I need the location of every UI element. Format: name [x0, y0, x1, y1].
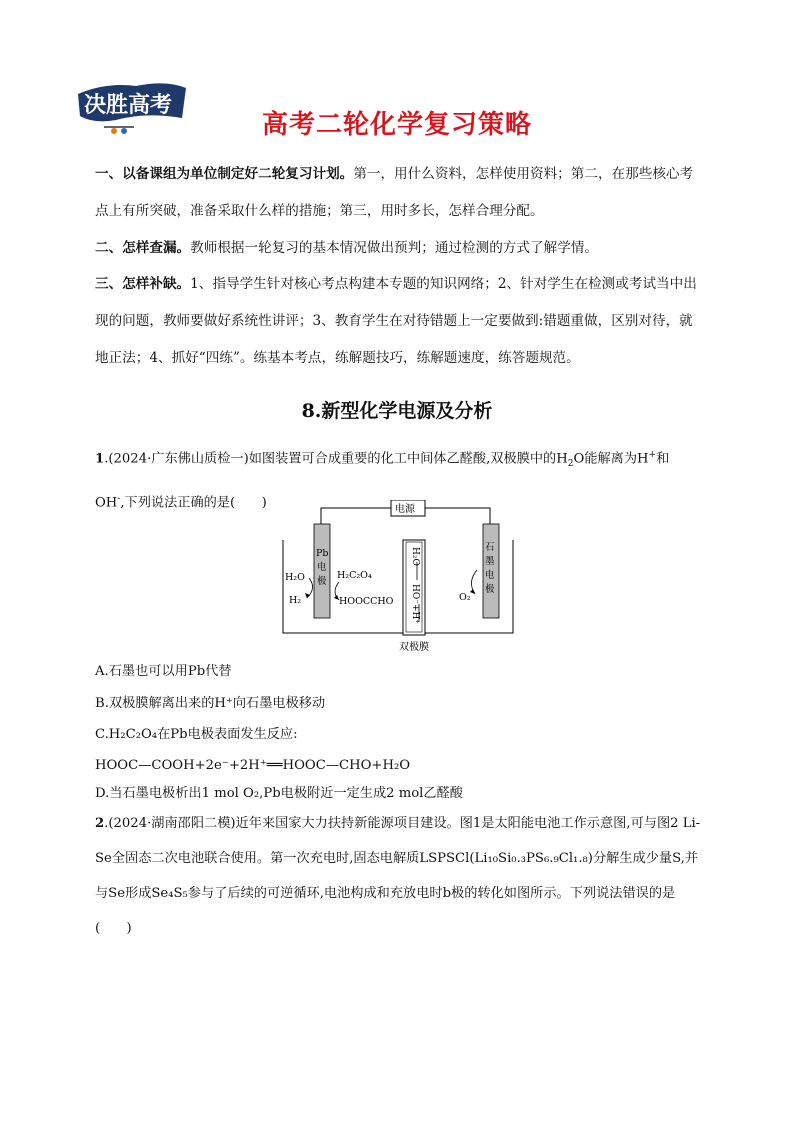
membrane-ions-label: HO⁻+H⁺ [410, 584, 420, 625]
membrane-water-label: H₂O [410, 547, 420, 566]
option-b: B.双极膜解离出来的H⁺向石墨电极移动 [95, 696, 326, 711]
logo-text: 决胜高考 [84, 93, 173, 118]
page-title: 高考二轮化学复习策略 [261, 110, 532, 140]
graphite-electrode-label: 石墨电极 [485, 542, 495, 595]
h2o-label: H₂O [285, 572, 305, 583]
electrolysis-diagram [281, 500, 517, 652]
option-c-line-1: C.H₂C₂O₄在Pb电极表面发生反应: [95, 727, 298, 742]
h2-label: H₂ [289, 595, 302, 606]
section-title: 8.新型化学电源及分析 [301, 400, 493, 422]
option-a: A.石墨也可以用Pb代替 [95, 664, 232, 679]
question-1-stem: 1.(2024·广东佛山质检一)如图装置可合成重要的化工中间体乙醛酸,双极膜中的$H_2O$能解离为H+和 OH-,下列说法正确的是( ) [95, 450, 670, 511]
option-d: D.当石墨电极析出1 mol O₂,Pb电极附近一定生成2 mol乙醛酸 [95, 786, 463, 801]
option-c-line-2: HOOC—COOH+2e⁻+2H⁺══HOOC—CHO+H₂O [95, 758, 411, 773]
o2-label: O₂ [459, 592, 471, 603]
power-source-label: 电源 [395, 504, 415, 515]
membrane-label: 双极膜 [399, 642, 429, 652]
strategy-paragraph-1: 一、以备课组为单位制定好二轮复习计划。第一，用什么资料，怎样使用资料；第二，在那些核心考点上有所突破，准备采取什么样的措施；第三，用时多长，怎样合理分配。 [95, 166, 694, 219]
glyoxylic-acid-label: HOOCCHO [339, 596, 394, 607]
strategy-paragraph-2: 二、怎样查漏。教师根据一轮复习的基本情况做出预判；通过检测的方式了解学情。 [95, 240, 598, 256]
pb-electrode-label: Pb 电极 [316, 548, 329, 587]
h2c2o4-label: H₂C₂O₄ [337, 570, 372, 581]
strategy-paragraph-3: 三、怎样补缺。1、指导学生针对核心考点构建本专题的知识网络；2、针对学生在检测或考试当中出现的问题，教师要做好系统性讲评；3、教育学生在对待错题上一定要做到:错题重做，区别对待，就地正法；4、抓好“四练”。练基本考点，练解题技巧，练解题速度，练答题规范。 [95, 276, 697, 366]
question-2-stem: 2.(2024·湖南邵阳二模)近年来国家大力扶持新能源项目建设。图1是太阳能电池工作示意图,可与图2 Li-Se全固态二次电池联合使用。第一次充电时,固态电解质LSPSCl(Li₁₀Si₀.₃PS₆.₉Cl₁.₈)分解生成少量S,并与Se形成Se₄S₅参与了后续的可逆循环,电池构成和充放电时b极的转化如图所示。下列说法错误的是( ) [95, 816, 701, 936]
